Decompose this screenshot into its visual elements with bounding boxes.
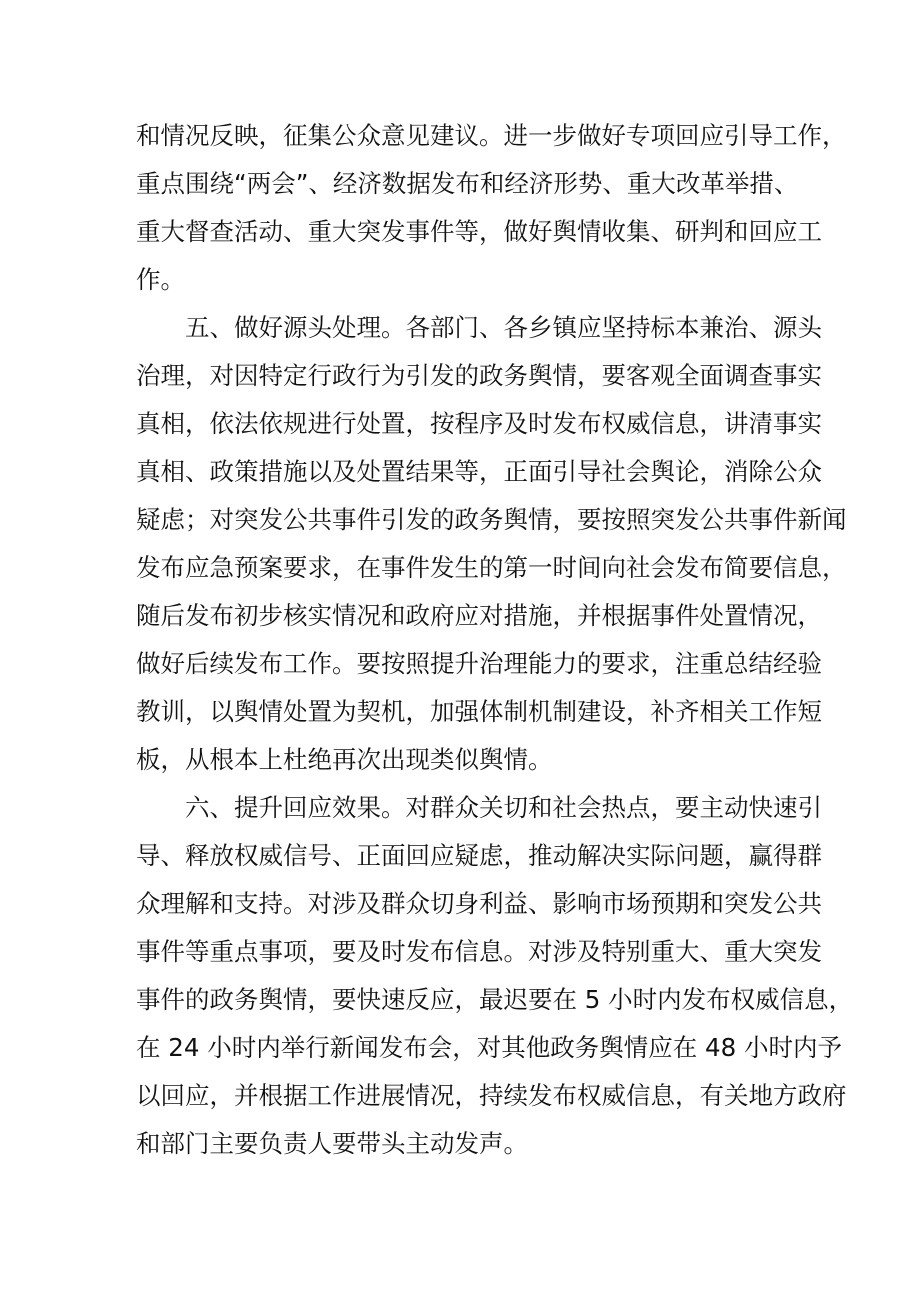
- text-line: 以回应，并根据工作进展情况，持续发布权威信息，有关地方政府: [136, 1081, 847, 1110]
- text-line: 随后发布初步核实情况和政府应对措施，并根据事件处置情况，: [136, 601, 822, 630]
- text-line: 重大督查活动、重大突发事件等，做好舆情收集、研判和回应工: [136, 217, 822, 246]
- text-line: 导、释放权威信号、正面回应疑虑，推动解决实际问题，赢得群: [136, 841, 822, 870]
- text-line: 真相、政策措施以及处置结果等，正面引导社会舆论，消除公众: [136, 457, 822, 486]
- text-line: 和部门主要负责人要带头主动发声。: [136, 1129, 528, 1158]
- text-line: 板，从根本上杜绝再次出现类似舆情。: [136, 745, 553, 774]
- text-line: 发布应急预案要求，在事件发生的第一时间向社会发布简要信息，: [136, 553, 847, 582]
- text-line: 做好后续发布工作。要按照提升治理能力的要求，注重总结经验: [136, 649, 822, 678]
- text-line: 重点围绕“两会”、经济数据发布和经济形势、重大改革举措、: [136, 169, 799, 198]
- text-line: 教训，以舆情处置为契机，加强体制机制建设，补齐相关工作短: [136, 697, 822, 726]
- text-line: 治理，对因特定行政行为引发的政务舆情，要客观全面调查事实: [136, 361, 822, 390]
- paragraph-5-heading-line: 五、做好源头处理。各部门、各乡镇应坚持标本兼治、源头: [185, 313, 822, 342]
- text-line: 真相，依法依规进行处置，按程序及时发布权威信息，讲清事实: [136, 409, 822, 438]
- text-line: 作。: [136, 265, 185, 294]
- text-line: 事件等重点事项，要及时发布信息。对涉及特别重大、重大突发: [136, 937, 822, 966]
- text-line: 在 24 小时内举行新闻发布会，对其他政务舆情应在 48 小时内予: [136, 1033, 842, 1062]
- text-line: 和情况反映，征集公众意见建议。进一步做好专项回应引导工作，: [136, 121, 847, 150]
- text-line: 众理解和支持。对涉及群众切身利益、影响市场预期和突发公共: [136, 889, 822, 918]
- paragraph-6-heading-line: 六、提升回应效果。对群众关切和社会热点，要主动快速引: [185, 793, 822, 822]
- text-line: 疑虑；对突发公共事件引发的政务舆情，要按照突发公共事件新闻: [136, 505, 847, 534]
- text-line: 事件的政务舆情，要快速反应，最迟要在 5 小时内发布权威信息，: [136, 985, 854, 1014]
